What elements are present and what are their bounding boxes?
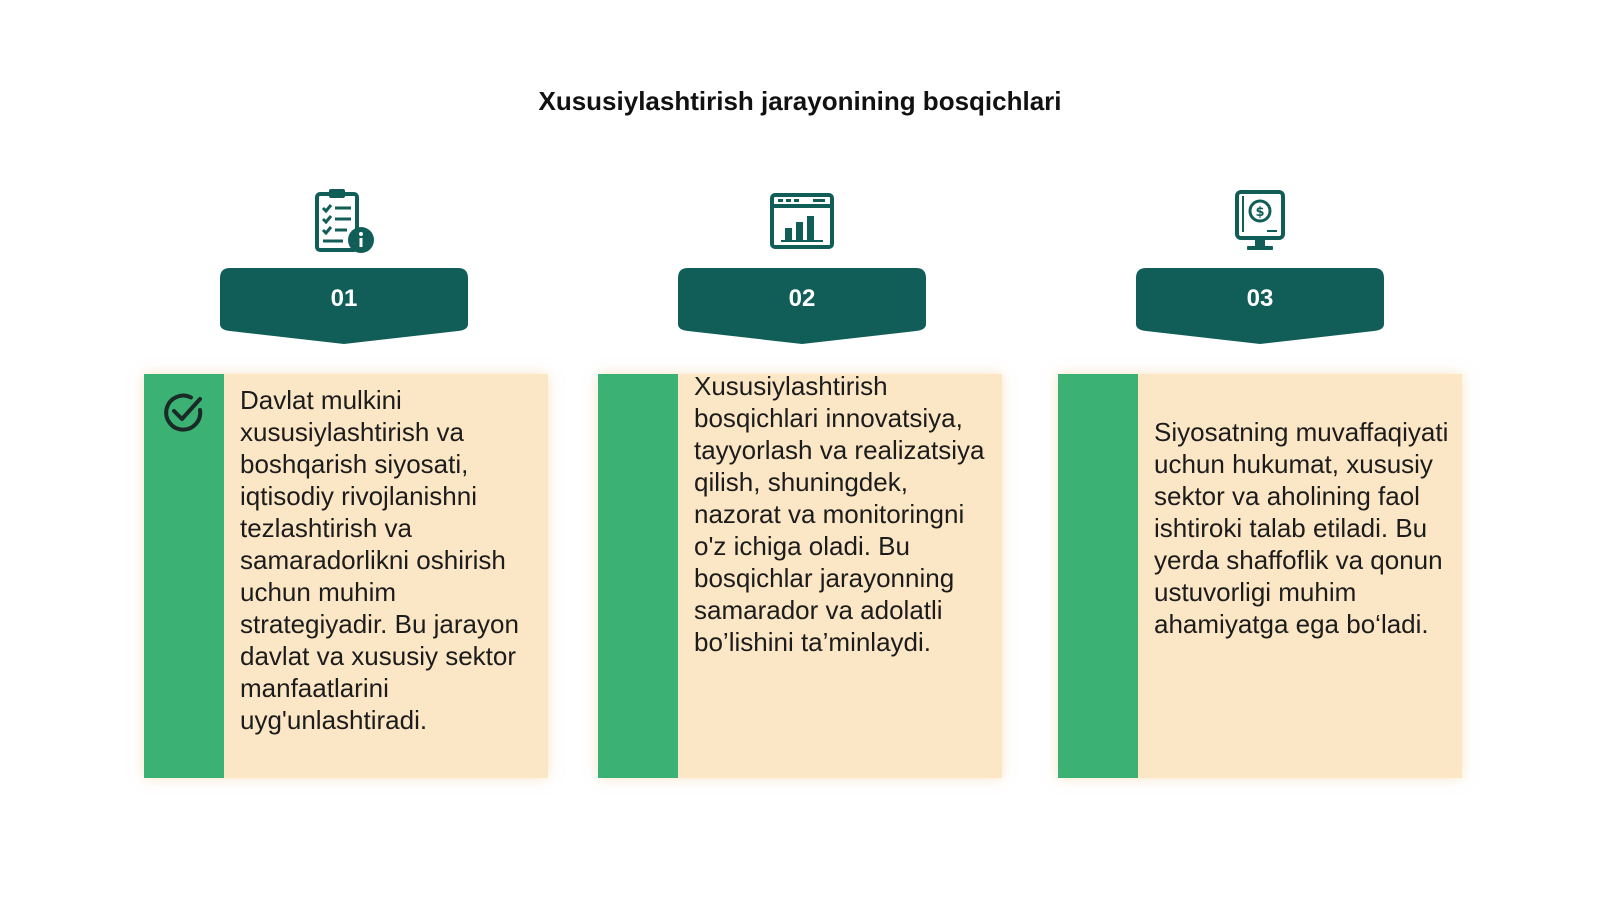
clipboard-checklist-info-icon — [309, 186, 379, 256]
step-2 — [592, 0, 1012, 900]
card-accent-bar — [1058, 374, 1138, 778]
svg-text:$: $ — [1255, 205, 1265, 220]
step-badge-2 — [678, 268, 926, 348]
dashboard-bar-chart-icon — [767, 186, 837, 256]
page-title: Xususiylashtirish jarayonining bosqichlari — [538, 86, 1062, 116]
step-number: 02 — [788, 285, 816, 312]
step-card-2 — [598, 371, 1002, 778]
step-card-3 — [1058, 374, 1462, 778]
step-description: Siyosatning muvaffaqiyati uchun hukumat, xususiy sektor va aholining faol ishtiroki talab etiladi. Bu yerda shaffoflik va qonun ustuvorligi muhim ahamiyatga ega bo‘ladi. — [1154, 417, 1449, 639]
step-number: 03 — [1246, 285, 1274, 312]
step-badge-1 — [220, 268, 468, 348]
step-number: 01 — [330, 285, 358, 312]
step-description: Davlat mulkini xususiylashtirish va boshqarish siyosati, iqtisodiy rivojlanishni tezlashtirish va samaradorlikni oshirish uchun muhim strategiyadir. Bu jarayon davlat va xususiy sektor manfaatlarini uyg'unlashtiradi. — [240, 385, 519, 735]
monitor-dollar-icon — [1225, 186, 1295, 256]
check-circle-icon — [160, 388, 208, 436]
step-card-1 — [144, 374, 548, 778]
step-description: Xususiylashtirish bosqichlari innovatsiya, tayyorlash va realizatsiya qilish, shuningdek, nazorat va monitoringni o'z ichiga oladi. Bu bosqichlar jarayonning samarador va adolatli bo’lishini ta’minlaydi. — [694, 371, 985, 657]
step-badge-3 — [1136, 268, 1384, 348]
step-3 — [1050, 0, 1470, 900]
step-1 — [134, 0, 554, 900]
card-accent-bar — [598, 374, 678, 778]
